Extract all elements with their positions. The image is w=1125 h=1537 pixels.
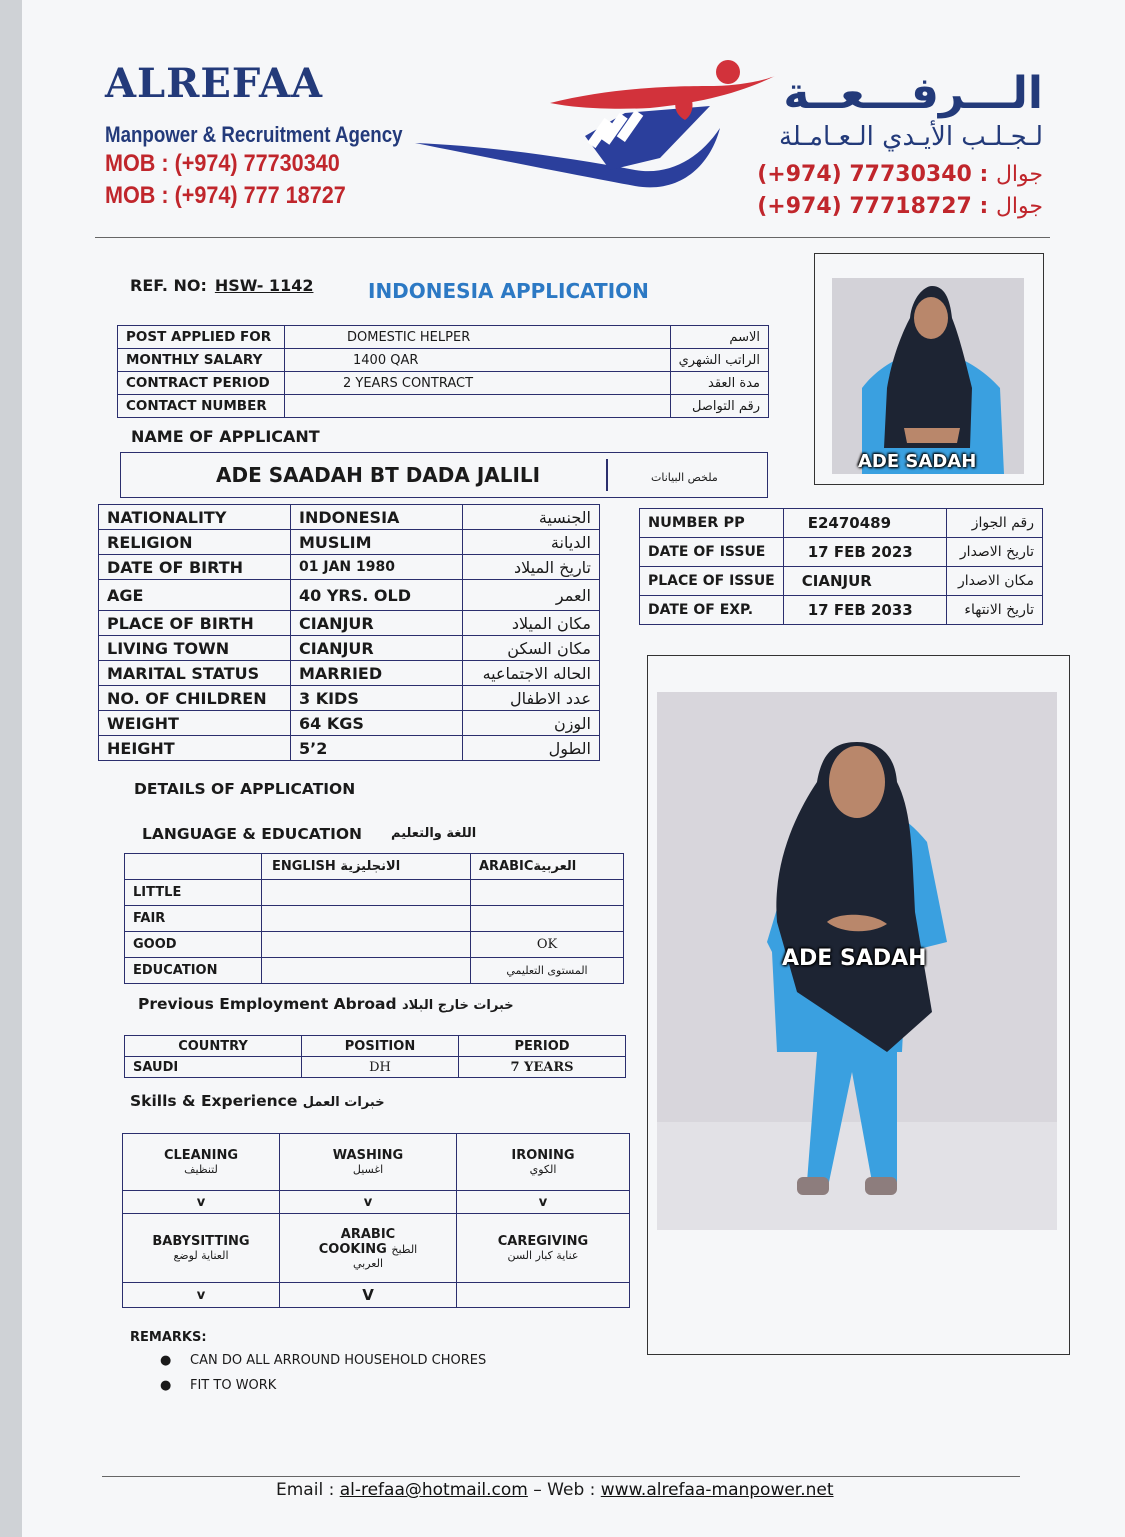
job-label: CONTACT NUMBER bbox=[118, 395, 285, 418]
job-value: 2 YEARS CONTRACT bbox=[285, 372, 671, 395]
email-link[interactable]: al-refaa@hotmail.com bbox=[339, 1480, 528, 1500]
mobile-number-1: MOB : (+974) 77730340 bbox=[105, 150, 340, 177]
passport-label: PLACE OF ISSUE bbox=[640, 567, 784, 596]
personal-label-arabic: الجنسية bbox=[463, 505, 600, 530]
skills-label-row bbox=[123, 1134, 630, 1191]
personal-row bbox=[99, 711, 600, 736]
employment-row bbox=[125, 1057, 626, 1078]
job-value: DOMESTIC HELPER bbox=[285, 326, 671, 349]
skills-table bbox=[122, 1133, 630, 1308]
language-row bbox=[125, 906, 624, 932]
details-heading: DETAILS OF APPLICATION bbox=[134, 780, 356, 798]
language-table bbox=[124, 853, 624, 984]
personal-label-arabic: الحاله الاجتماعيه bbox=[463, 661, 600, 686]
job-row bbox=[118, 372, 769, 395]
personal-label-arabic: عدد الاطفال bbox=[463, 686, 600, 711]
job-row bbox=[118, 326, 769, 349]
skills-mark-row bbox=[123, 1191, 630, 1214]
brand-tagline: Manpower & Recruitment Agency bbox=[105, 122, 403, 147]
personal-value: MUSLIM bbox=[291, 530, 463, 555]
personal-label-arabic: الطول bbox=[463, 736, 600, 761]
passport-row bbox=[640, 509, 1043, 538]
employment-header-row bbox=[125, 1036, 626, 1057]
personal-details-table bbox=[98, 504, 600, 761]
job-value: 1400 QAR bbox=[285, 349, 671, 372]
skill-check: V bbox=[280, 1283, 457, 1308]
data-summary-arabic: ملخص البيانات bbox=[651, 471, 718, 484]
passport-label-arabic: مكان الاصدار bbox=[946, 567, 1042, 596]
country-header: COUNTRY bbox=[125, 1036, 302, 1057]
mobile-number-arabic-1: (+974) 77730340 : جوال bbox=[757, 162, 1043, 187]
personal-row bbox=[99, 505, 600, 530]
application-title: INDONESIA APPLICATION bbox=[368, 279, 649, 303]
skill-check: v bbox=[280, 1191, 457, 1214]
language-level-label: LITTLE bbox=[125, 880, 262, 906]
passport-table bbox=[639, 508, 1043, 625]
reference-number: REF. NO: HSW- 1142 bbox=[130, 276, 314, 295]
personal-label: RELIGION bbox=[99, 530, 291, 555]
personal-row bbox=[99, 661, 600, 686]
applicant-name-label: NAME OF APPLICANT bbox=[131, 427, 320, 446]
website-link[interactable]: www.alrefaa-manpower.net bbox=[600, 1480, 834, 1500]
arabic-column-header: ARABICالعربية bbox=[471, 854, 624, 880]
skills-mark-row bbox=[123, 1283, 630, 1308]
skill-ironing: IRONING الكوي bbox=[457, 1134, 630, 1191]
job-value bbox=[285, 395, 671, 418]
arabic-level bbox=[471, 880, 624, 906]
passport-value: 17 FEB 2033 bbox=[783, 596, 946, 625]
personal-row bbox=[99, 611, 600, 636]
personal-row bbox=[99, 530, 600, 555]
passport-label-arabic: تاريخ الاصدار bbox=[946, 538, 1042, 567]
skill-check: v bbox=[123, 1283, 280, 1308]
personal-label: NO. OF CHILDREN bbox=[99, 686, 291, 711]
personal-value: 5’2 bbox=[291, 736, 463, 761]
personal-row bbox=[99, 736, 600, 761]
mobile-number-2: MOB : (+974) 777 18727 bbox=[105, 182, 346, 209]
footer-divider bbox=[102, 1476, 1020, 1477]
passport-row bbox=[640, 538, 1043, 567]
brand-name: ALREFAA bbox=[105, 60, 324, 107]
language-level-label: EDUCATION bbox=[125, 958, 262, 984]
english-level bbox=[262, 906, 471, 932]
personal-value: 01 JAN 1980 bbox=[291, 555, 463, 580]
passport-label: DATE OF ISSUE bbox=[640, 538, 784, 567]
personal-row bbox=[99, 580, 600, 611]
arabic-level: OK bbox=[471, 932, 624, 958]
job-label-arabic: رقم التواصل bbox=[670, 395, 768, 418]
passport-label: NUMBER PP bbox=[640, 509, 784, 538]
english-level bbox=[262, 932, 471, 958]
skill-check: v bbox=[457, 1191, 630, 1214]
remarks-label: REMARKS: bbox=[130, 1330, 207, 1345]
employment-heading: Previous Employment Abroad خبرات خارج البلاد bbox=[138, 995, 514, 1013]
employment-table bbox=[124, 1035, 626, 1078]
passport-label: DATE OF EXP. bbox=[640, 596, 784, 625]
personal-label: AGE bbox=[99, 580, 291, 611]
passport-label-arabic: رقم الجواز bbox=[946, 509, 1042, 538]
language-heading: LANGUAGE & EDUCATION bbox=[142, 825, 362, 843]
passport-label-arabic: تاريخ الانتهاء bbox=[946, 596, 1042, 625]
english-column-header: ENGLISH الانجليزية bbox=[262, 854, 471, 880]
language-heading-arabic: اللغة والتعليم bbox=[391, 826, 477, 841]
job-label-arabic: الاسم bbox=[670, 326, 768, 349]
language-header-row bbox=[125, 854, 624, 880]
personal-label-arabic: الوزن bbox=[463, 711, 600, 736]
job-label: POST APPLIED FOR bbox=[118, 326, 285, 349]
mobile-number-arabic-2: (+974) 77718727 : جوال bbox=[757, 194, 1043, 219]
personal-label-arabic: تاريخ الميلاد bbox=[463, 555, 600, 580]
job-row bbox=[118, 349, 769, 372]
language-row bbox=[125, 880, 624, 906]
personal-label-arabic: العمر bbox=[463, 580, 600, 611]
employment-period: 7 YEARS bbox=[459, 1057, 626, 1078]
reference-value: HSW- 1142 bbox=[214, 276, 314, 295]
skills-heading: Skills & Experience خبرات العمل bbox=[130, 1092, 385, 1110]
personal-value: 40 YRS. OLD bbox=[291, 580, 463, 611]
personal-label-arabic: مكان السكن bbox=[463, 636, 600, 661]
language-row bbox=[125, 958, 624, 984]
job-table bbox=[117, 325, 769, 418]
position-header: POSITION bbox=[302, 1036, 459, 1057]
personal-value: MARRIED bbox=[291, 661, 463, 686]
brand-name-arabic: الـــرفـــعــة bbox=[783, 68, 1043, 119]
personal-label-arabic: الديانة bbox=[463, 530, 600, 555]
passport-row bbox=[640, 567, 1043, 596]
brand-tagline-arabic: لـجـلـب الأيـدي الـعـامـلة bbox=[778, 122, 1043, 152]
agency-logo bbox=[410, 58, 780, 198]
remark-item: ● CAN DO ALL ARROUND HOUSEHOLD CHORES bbox=[160, 1353, 487, 1368]
period-header: PERIOD bbox=[459, 1036, 626, 1057]
job-label-arabic: مدة العقد bbox=[670, 372, 768, 395]
portrait-caption: ADE SADAH bbox=[858, 451, 977, 472]
job-label: CONTRACT PERIOD bbox=[118, 372, 285, 395]
employment-country: SAUDI bbox=[125, 1057, 302, 1078]
personal-value: CIANJUR bbox=[291, 636, 463, 661]
education-level: المستوى التعليمي bbox=[471, 958, 624, 984]
portrait-photo bbox=[832, 278, 1024, 474]
skill-check: v bbox=[123, 1191, 280, 1214]
header-divider bbox=[95, 237, 1050, 238]
language-level-label: FAIR bbox=[125, 906, 262, 932]
personal-row bbox=[99, 686, 600, 711]
language-level-label: GOOD bbox=[125, 932, 262, 958]
personal-label: HEIGHT bbox=[99, 736, 291, 761]
applicant-name: ADE SAADAH BT DADA JALILI bbox=[216, 463, 541, 487]
employment-position: DH bbox=[302, 1057, 459, 1078]
english-level bbox=[262, 958, 471, 984]
footer-contact: Email : al-refaa@hotmail.com – Web : www.alrefaa-manpower.net bbox=[276, 1480, 834, 1500]
job-label: MONTHLY SALARY bbox=[118, 349, 285, 372]
personal-label: LIVING TOWN bbox=[99, 636, 291, 661]
personal-label: NATIONALITY bbox=[99, 505, 291, 530]
full-photo-caption: ADE SADAH bbox=[782, 946, 927, 971]
arabic-level bbox=[471, 906, 624, 932]
english-level bbox=[262, 880, 471, 906]
personal-value: CIANJUR bbox=[291, 611, 463, 636]
passport-row bbox=[640, 596, 1043, 625]
language-row bbox=[125, 932, 624, 958]
skills-label-row bbox=[123, 1214, 630, 1283]
personal-label: MARITAL STATUS bbox=[99, 661, 291, 686]
job-row bbox=[118, 395, 769, 418]
passport-value: CIANJUR bbox=[783, 567, 946, 596]
skill-caregiving: CAREGIVING عناية كبار السن bbox=[457, 1214, 630, 1283]
personal-row bbox=[99, 636, 600, 661]
skill-cleaning: CLEANING لتنظيف bbox=[123, 1134, 280, 1191]
personal-value: 3 KIDS bbox=[291, 686, 463, 711]
personal-row bbox=[99, 555, 600, 580]
personal-label: PLACE OF BIRTH bbox=[99, 611, 291, 636]
skill-arabic-cooking: ARABIC COOKING الطبخ العربي bbox=[280, 1214, 457, 1283]
passport-value: E2470489 bbox=[783, 509, 946, 538]
skill-babysitting: BABYSITTING العناية لوضع bbox=[123, 1214, 280, 1283]
personal-label: WEIGHT bbox=[99, 711, 291, 736]
personal-label-arabic: مكان الميلاد bbox=[463, 611, 600, 636]
personal-label: DATE OF BIRTH bbox=[99, 555, 291, 580]
skill-check bbox=[457, 1283, 630, 1308]
personal-value: 64 KGS bbox=[291, 711, 463, 736]
job-label-arabic: الراتب الشهري bbox=[670, 349, 768, 372]
personal-value: INDONESIA bbox=[291, 505, 463, 530]
applicant-name-box bbox=[120, 452, 768, 498]
passport-value: 17 FEB 2023 bbox=[783, 538, 946, 567]
remark-item: ● FIT TO WORK bbox=[160, 1378, 277, 1393]
skill-washing: WASHING اغسيل bbox=[280, 1134, 457, 1191]
